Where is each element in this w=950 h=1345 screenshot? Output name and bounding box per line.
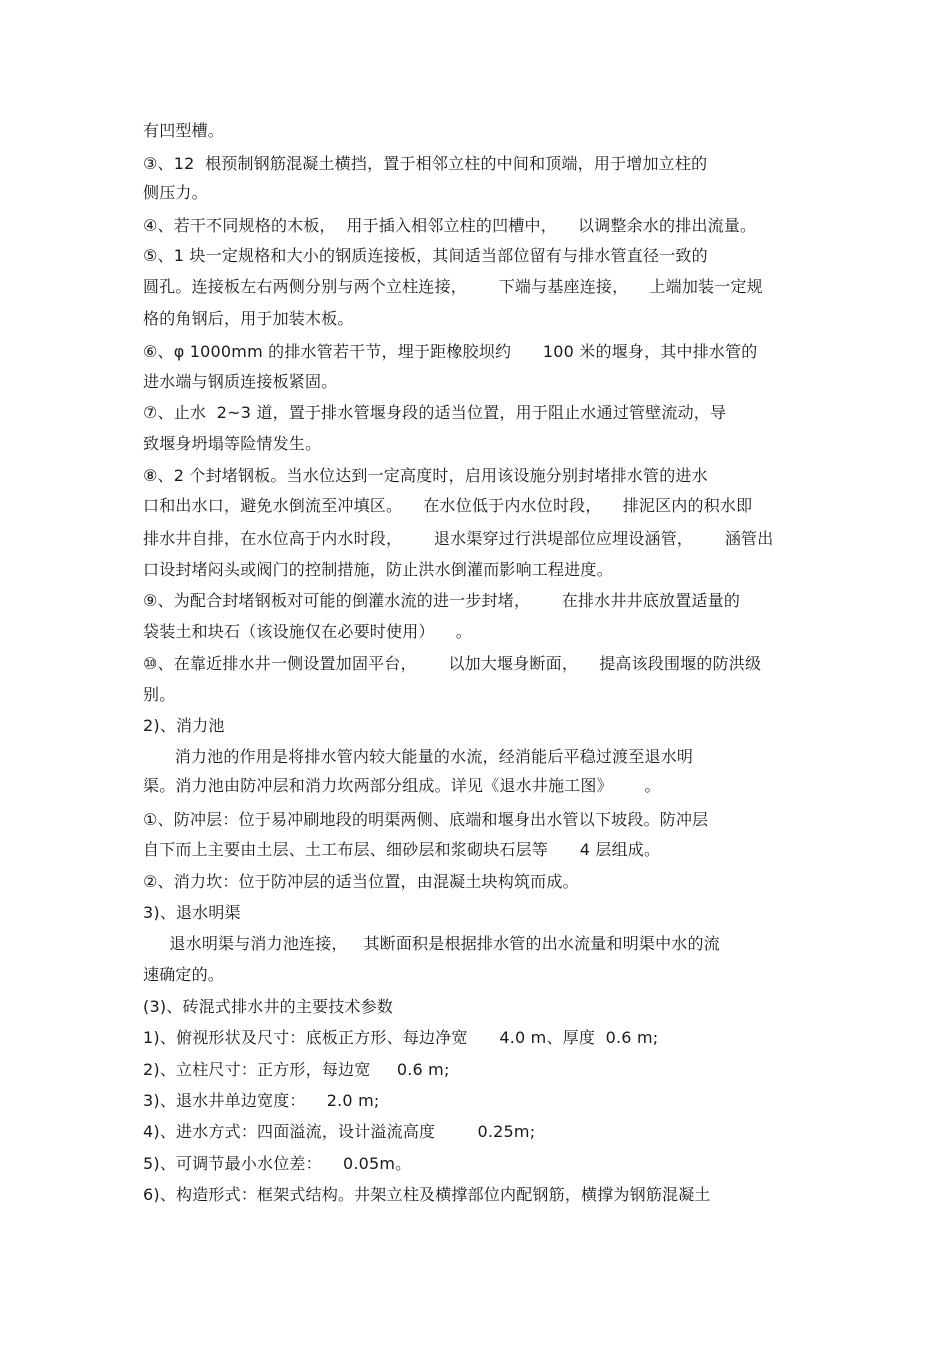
- text-line: 袋装土和块石（该设施仅在必要时使用） 。: [143, 622, 472, 641]
- text-line: 侧压力。: [143, 183, 208, 202]
- text-line: 3)、退水井单边宽度： 2.0 m;: [143, 1091, 380, 1110]
- text-line: 进水端与钢质连接板紧固。: [143, 372, 338, 391]
- text-line: 1)、俯视形状及尺寸：底板正方形、每边净宽 4.0 m、厚度 0.6 m;: [143, 1028, 659, 1047]
- text-line: 4)、进水方式：四面溢流，设计溢流高度 0.25m;: [143, 1122, 536, 1141]
- text-line: 退水明渠与消力池连接， 其断面积是根据排水管的出水流量和明渠中水的流: [143, 934, 720, 953]
- text-line: 有凹型槽。: [143, 121, 225, 140]
- text-line: 圆孔。连接板左右两侧分别与两个立柱连接， 下端与基座连接， 上端加装一定规: [143, 277, 763, 296]
- text-line: 致堰身坍塌等险情发生。: [143, 434, 322, 453]
- text-line: ⑧、2 个封堵钢板。当水位达到一定高度时，启用该设施分别封堵排水管的进水: [143, 466, 708, 485]
- text-line: 消力池的作用是将排水管内较大能量的水流，经消能后平稳过渡至退水明: [143, 747, 694, 766]
- text-line: 口和出水口，避免水倒流至冲填区。 在水位低于内水位时段， 排泥区内的积水即: [143, 496, 753, 515]
- text-line: 6)、构造形式：框架式结构。井架立柱及横撑部位内配钢筋，横撑为钢筋混凝土: [143, 1185, 711, 1204]
- text-line: ①、防冲层：位于易冲刷地段的明渠两侧、底端和堰身出水管以下坡段。防冲层: [143, 810, 709, 829]
- text-line: 口设封堵闷头或阀门的控制措施，防止洪水倒灌而影响工程进度。: [143, 560, 613, 579]
- text-line: ②、消力坎：位于防冲层的适当位置，由混凝土块构筑而成。: [143, 872, 579, 891]
- text-line: 渠。消力池由防冲层和消力坎两部分组成。详见《退水井施工图》 。: [143, 776, 661, 795]
- text-line: ⑦、止水 2~3 道，置于排水管堰身段的适当位置，用于阻止水通过管壁流动，导: [143, 403, 727, 422]
- text-line: ⑨、为配合封堵钢板对可能的倒灌水流的进一步封堵， 在排水井井底放置适量的: [143, 591, 741, 610]
- text-line: ⑥、φ 1000mm 的排水管若干节，埋于距橡胶坝约 100 米的堰身，其中排水管的: [143, 342, 758, 361]
- text-line: ⑩、在靠近排水井一侧设置加固平台， 以加大堰身断面， 提高该段围堰的防洪级: [143, 654, 762, 673]
- text-line: ⑤、1 块一定规格和大小的钢质连接板，其间适当部位留有与排水管直径一致的: [143, 246, 708, 265]
- text-line: ④、若干不同规格的木板， 用于插入相邻立柱的凹槽中， 以调整余水的排出流量。: [143, 216, 757, 235]
- text-line: 排水井自排，在水位高于内水时段， 退水渠穿过行洪堤部位应埋设涵管， 涵管出: [143, 529, 774, 548]
- section-heading: 2)、消力池: [143, 716, 225, 735]
- text-line: 别。: [143, 685, 176, 704]
- text-line: 2)、立柱尺寸：正方形，每边宽 0.6 m;: [143, 1060, 450, 1079]
- text-line: 5)、可调节最小水位差： 0.05m。: [143, 1154, 412, 1173]
- section-heading: (3)、砖混式排水井的主要技术参数: [143, 997, 394, 1016]
- text-line: ③、12 根预制钢筋混凝土横挡，置于相邻立柱的中间和顶端，用于增加立柱的: [143, 154, 708, 173]
- text-line: 速确定的。: [143, 965, 225, 984]
- text-line: 格的角钢后，用于加装木板。: [143, 309, 354, 328]
- section-heading: 3)、退水明渠: [143, 903, 241, 922]
- text-line: 自下而上主要由土层、土工布层、细砂层和浆砌块石层等 4 层组成。: [143, 840, 661, 859]
